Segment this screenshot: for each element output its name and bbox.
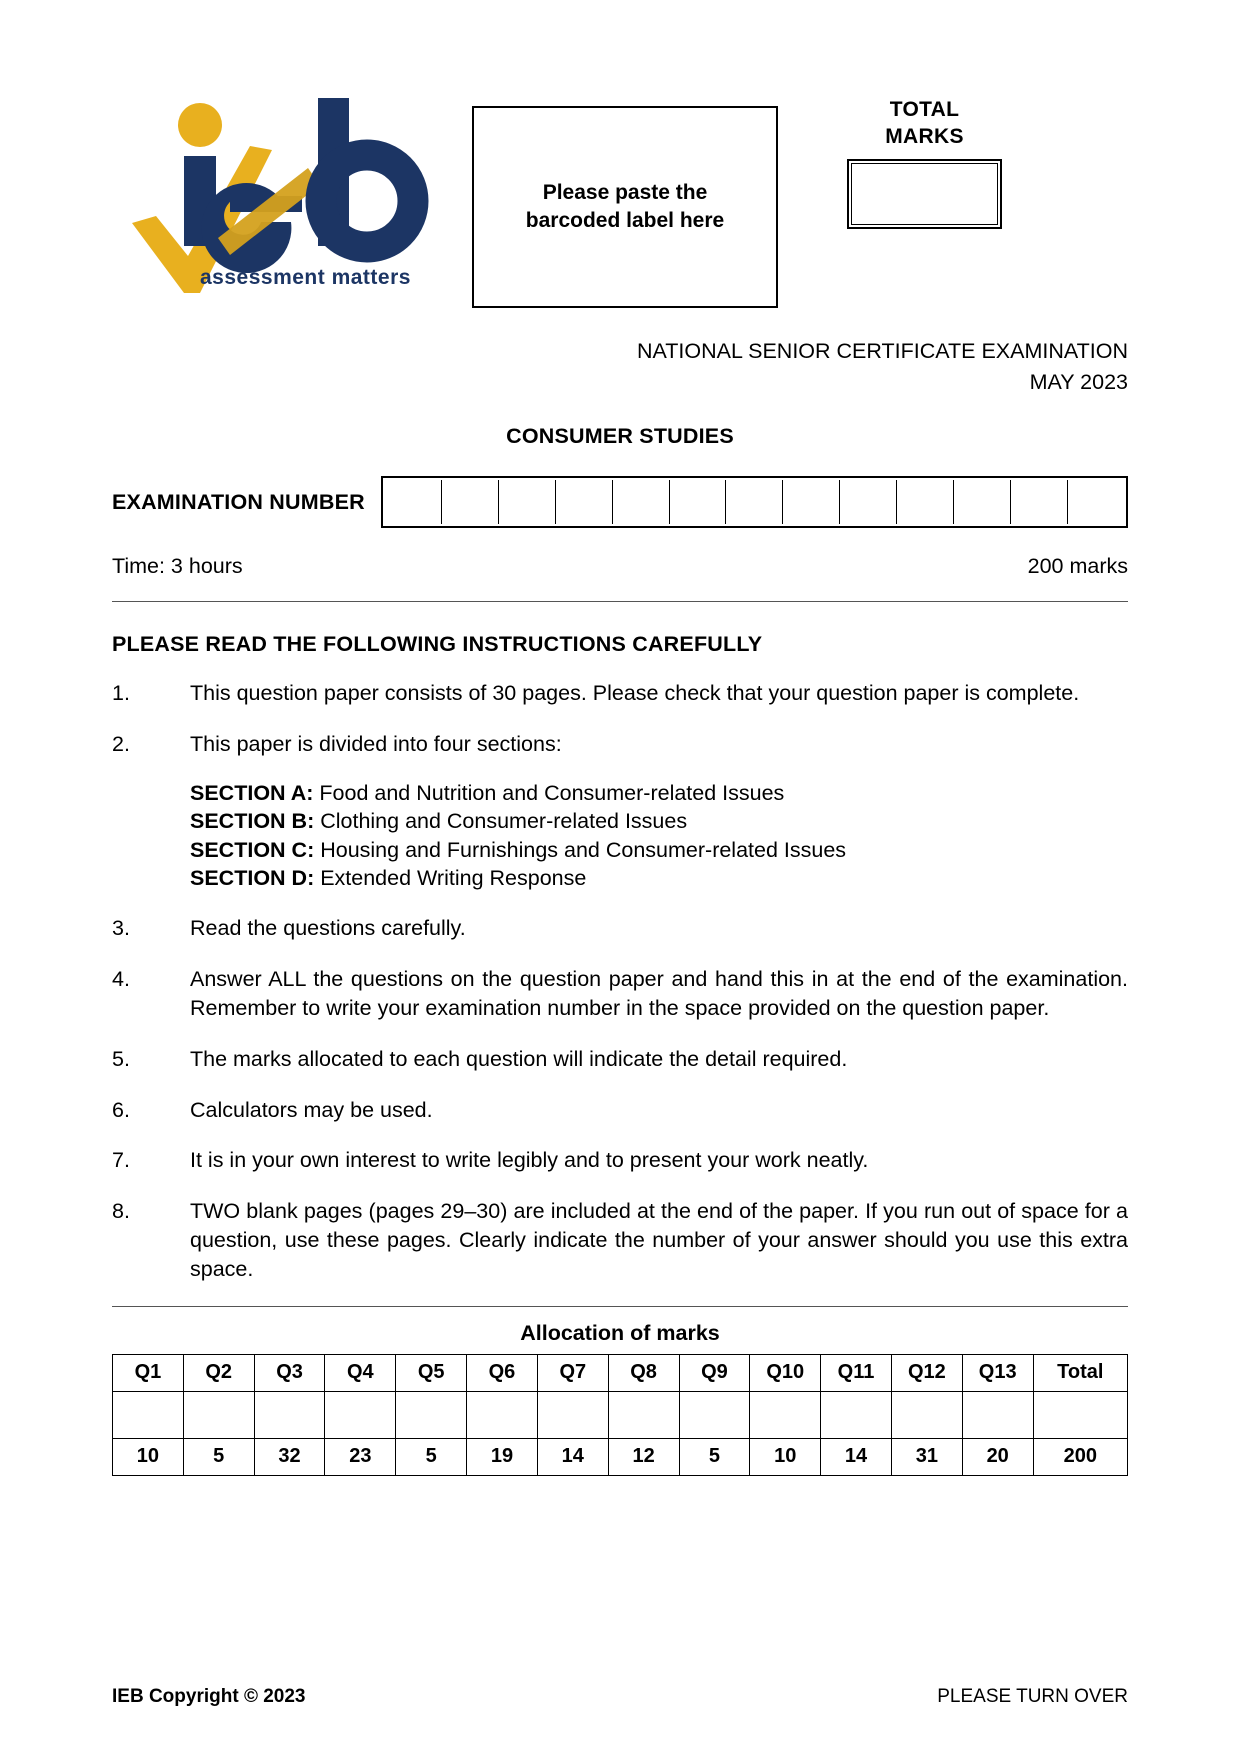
- allocation-header-cell: Q5: [396, 1354, 467, 1391]
- allocation-header-cell: Q8: [608, 1354, 679, 1391]
- instruction-item: [112, 730, 1128, 892]
- instruction-item: [112, 1197, 1128, 1283]
- instruction-text: [190, 730, 1128, 892]
- instruction-text: [190, 1197, 1128, 1283]
- allocation-header-cell: Q4: [325, 1354, 396, 1391]
- section-breakdown-item: [190, 807, 1128, 835]
- page-footer: [112, 1686, 1128, 1708]
- logo-tagline: assessment matters: [200, 266, 411, 289]
- allocation-header-cell: Q12: [891, 1354, 962, 1391]
- allocation-marks-cell: 12: [608, 1438, 679, 1475]
- instruction-item: [112, 1096, 1128, 1125]
- section-label: SECTION C:: [190, 837, 315, 862]
- instruction-paragraph: Answer ALL the questions on the question paper and hand this in at the end of the examination. Remember to write your examination number in the space provided on the question paper.: [190, 967, 1128, 1021]
- total-marks-line2: MARKS: [885, 125, 964, 149]
- logo-letter-b: [318, 98, 413, 247]
- allocation-entry-cell[interactable]: [891, 1391, 962, 1438]
- examination-number-cell[interactable]: [726, 480, 783, 524]
- barcode-instruction-line1: Please paste the: [542, 180, 708, 204]
- allocation-marks-cell: 14: [537, 1438, 608, 1475]
- subject-title: CONSUMER STUDIES: [506, 424, 734, 449]
- instruction-paragraph: TWO blank pages (pages 29–30) are included at the end of the paper. If you run out of space for a question, use these pages. Clearly indicate the number of your answer should you use this extra space.: [190, 1199, 1128, 1281]
- ieb-logo-svg: [122, 88, 442, 298]
- allocation-marks-cell: 200: [1033, 1438, 1127, 1475]
- allocation-header-cell: Q1: [113, 1354, 184, 1391]
- allocation-entry-cell[interactable]: [679, 1391, 750, 1438]
- allocation-title: Allocation of marks: [520, 1320, 720, 1345]
- allocation-header-row: [113, 1354, 1128, 1391]
- section-description: Housing and Furnishings and Consumer-related Issues: [314, 837, 847, 862]
- exam-body-name: NATIONAL SENIOR CERTIFICATE EXAMINATION: [637, 339, 1128, 363]
- instruction-paragraph: This question paper consists of 30 pages. Please check that your question paper is complete.: [190, 681, 1080, 706]
- exam-session: MAY 2023: [1029, 370, 1128, 395]
- allocation-entry-cell[interactable]: [396, 1391, 467, 1438]
- instruction-item: [112, 679, 1128, 708]
- divider-bottom: [112, 1306, 1128, 1307]
- allocation-entry-cell[interactable]: [254, 1391, 325, 1438]
- section-breakdown-item: [190, 864, 1128, 892]
- allocation-header-cell: Q11: [821, 1354, 892, 1391]
- instruction-paragraph: Calculators may be used.: [190, 1097, 433, 1122]
- instruction-item: [112, 1045, 1128, 1074]
- logo-dot-icon: [178, 103, 222, 147]
- allocation-marks-cell: 5: [679, 1438, 750, 1475]
- copyright-notice: IEB Copyright © 2023: [112, 1686, 306, 1707]
- instruction-number: 4.: [112, 967, 130, 992]
- allocation-marks-cell: 20: [962, 1438, 1033, 1475]
- allocation-marks-row: [113, 1438, 1128, 1475]
- instruction-number: 6.: [112, 1097, 130, 1122]
- examination-number-cell[interactable]: [613, 480, 670, 524]
- allocation-marks-cell: 32: [254, 1438, 325, 1475]
- allocation-marks-cell: 19: [467, 1438, 538, 1475]
- allocation-header-cell: Q7: [537, 1354, 608, 1391]
- section-breakdown-item: [190, 836, 1128, 864]
- examination-number-label: EXAMINATION NUMBER: [112, 489, 365, 514]
- total-marks-label: [847, 96, 1002, 151]
- allocation-entry-cell[interactable]: [325, 1391, 396, 1438]
- examination-number-cell[interactable]: [670, 480, 727, 524]
- examination-number-cell[interactable]: [1068, 480, 1124, 524]
- examination-number-cell[interactable]: [556, 480, 613, 524]
- allocation-header-cell: Q2: [183, 1354, 254, 1391]
- allocation-marks-cell: 5: [183, 1438, 254, 1475]
- instruction-number: 7.: [112, 1148, 130, 1173]
- total-marks-line1: TOTAL: [889, 98, 960, 121]
- allocation-marks-cell: 5: [396, 1438, 467, 1475]
- instruction-paragraph: The marks allocated to each question will indicate the detail required.: [190, 1046, 848, 1071]
- examination-number-cell[interactable]: [499, 480, 556, 524]
- section-breakdown-item: [190, 779, 1128, 807]
- instruction-text: [190, 679, 1128, 708]
- allocation-entry-row: [113, 1391, 1128, 1438]
- instruction-paragraph: Read the questions carefully.: [190, 916, 466, 941]
- allocation-entry-cell[interactable]: [183, 1391, 254, 1438]
- examination-number-cell[interactable]: [897, 480, 954, 524]
- instruction-number: 8.: [112, 1199, 130, 1224]
- instruction-item: [112, 914, 1128, 943]
- allocation-marks-cell: 14: [821, 1438, 892, 1475]
- allocation-marks-cell: 10: [113, 1438, 184, 1475]
- barcode-instruction: [526, 179, 724, 236]
- instruction-number: 1.: [112, 681, 130, 706]
- total-marks-block: [847, 96, 1002, 229]
- section-label: SECTION B:: [190, 809, 315, 834]
- instruction-text: [190, 1146, 1128, 1175]
- instructions-list: [112, 679, 1128, 1283]
- examination-number-cell[interactable]: [442, 480, 499, 524]
- examination-number-cell[interactable]: [1011, 480, 1068, 524]
- section-description: Food and Nutrition and Consumer-related Issues: [313, 780, 785, 805]
- instruction-text: [190, 965, 1128, 1023]
- examination-number-cell[interactable]: [783, 480, 840, 524]
- allocation-header-cell: Q3: [254, 1354, 325, 1391]
- exam-duration: Time: 3 hours: [112, 554, 243, 579]
- allocation-header-cell: Total: [1033, 1354, 1127, 1391]
- allocation-header-cell: Q9: [679, 1354, 750, 1391]
- examination-number-cell[interactable]: [385, 480, 442, 524]
- allocation-entry-cell[interactable]: [1033, 1391, 1127, 1438]
- instruction-item: [112, 965, 1128, 1023]
- allocation-entry-cell[interactable]: [750, 1391, 821, 1438]
- turn-over-notice: PLEASE TURN OVER: [937, 1686, 1128, 1707]
- instruction-text: [190, 914, 1128, 943]
- allocation-entry-cell[interactable]: [608, 1391, 679, 1438]
- total-marks-input-inner[interactable]: [851, 163, 998, 225]
- barcode-instruction-line2: barcoded label here: [525, 209, 725, 232]
- instruction-text: [190, 1045, 1128, 1074]
- allocation-entry-cell[interactable]: [113, 1391, 184, 1438]
- exam-title-block: [112, 336, 1128, 398]
- barcode-label-box: [472, 106, 778, 308]
- exam-total-marks: 200 marks: [1027, 554, 1128, 579]
- section-breakdown-list: [190, 779, 1128, 893]
- allocation-of-marks-block: [112, 1321, 1128, 1476]
- instruction-number: 2.: [112, 732, 130, 757]
- allocation-entry-cell[interactable]: [537, 1391, 608, 1438]
- allocation-entry-cell[interactable]: [467, 1391, 538, 1438]
- page-header: [112, 88, 1128, 328]
- instruction-number: 5.: [112, 1046, 130, 1071]
- section-label: SECTION A:: [190, 780, 314, 805]
- allocation-marks-cell: 23: [325, 1438, 396, 1475]
- allocation-entry-cell[interactable]: [962, 1391, 1033, 1438]
- section-label: SECTION D:: [190, 866, 315, 891]
- allocation-marks-cell: 31: [891, 1438, 962, 1475]
- ieb-logo: [122, 88, 442, 298]
- examination-number-cell[interactable]: [954, 480, 1011, 524]
- instruction-text: [190, 1096, 1128, 1125]
- instruction-item: [112, 1146, 1128, 1175]
- allocation-entry-cell[interactable]: [821, 1391, 892, 1438]
- examination-number-row: [112, 476, 1128, 528]
- allocation-header-cell: Q10: [750, 1354, 821, 1391]
- section-description: Extended Writing Response: [314, 866, 587, 891]
- instruction-paragraph: It is in your own interest to write legibly and to present your work neatly.: [190, 1148, 869, 1173]
- allocation-marks-cell: 10: [750, 1438, 821, 1475]
- section-description: Clothing and Consumer-related Issues: [314, 809, 688, 834]
- examination-number-grid[interactable]: [381, 476, 1128, 528]
- allocation-header-cell: Q13: [962, 1354, 1033, 1391]
- allocation-table: [112, 1354, 1128, 1476]
- instruction-paragraph: This paper is divided into four sections:: [190, 732, 562, 757]
- instructions-heading: PLEASE READ THE FOLLOWING INSTRUCTIONS CAREFULLY: [112, 632, 763, 657]
- examination-number-cell[interactable]: [840, 480, 897, 524]
- divider-top: [112, 601, 1128, 602]
- total-marks-input-box[interactable]: [847, 159, 1002, 229]
- instruction-number: 3.: [112, 916, 130, 941]
- allocation-header-cell: Q6: [467, 1354, 538, 1391]
- time-and-marks-row: [112, 554, 1128, 579]
